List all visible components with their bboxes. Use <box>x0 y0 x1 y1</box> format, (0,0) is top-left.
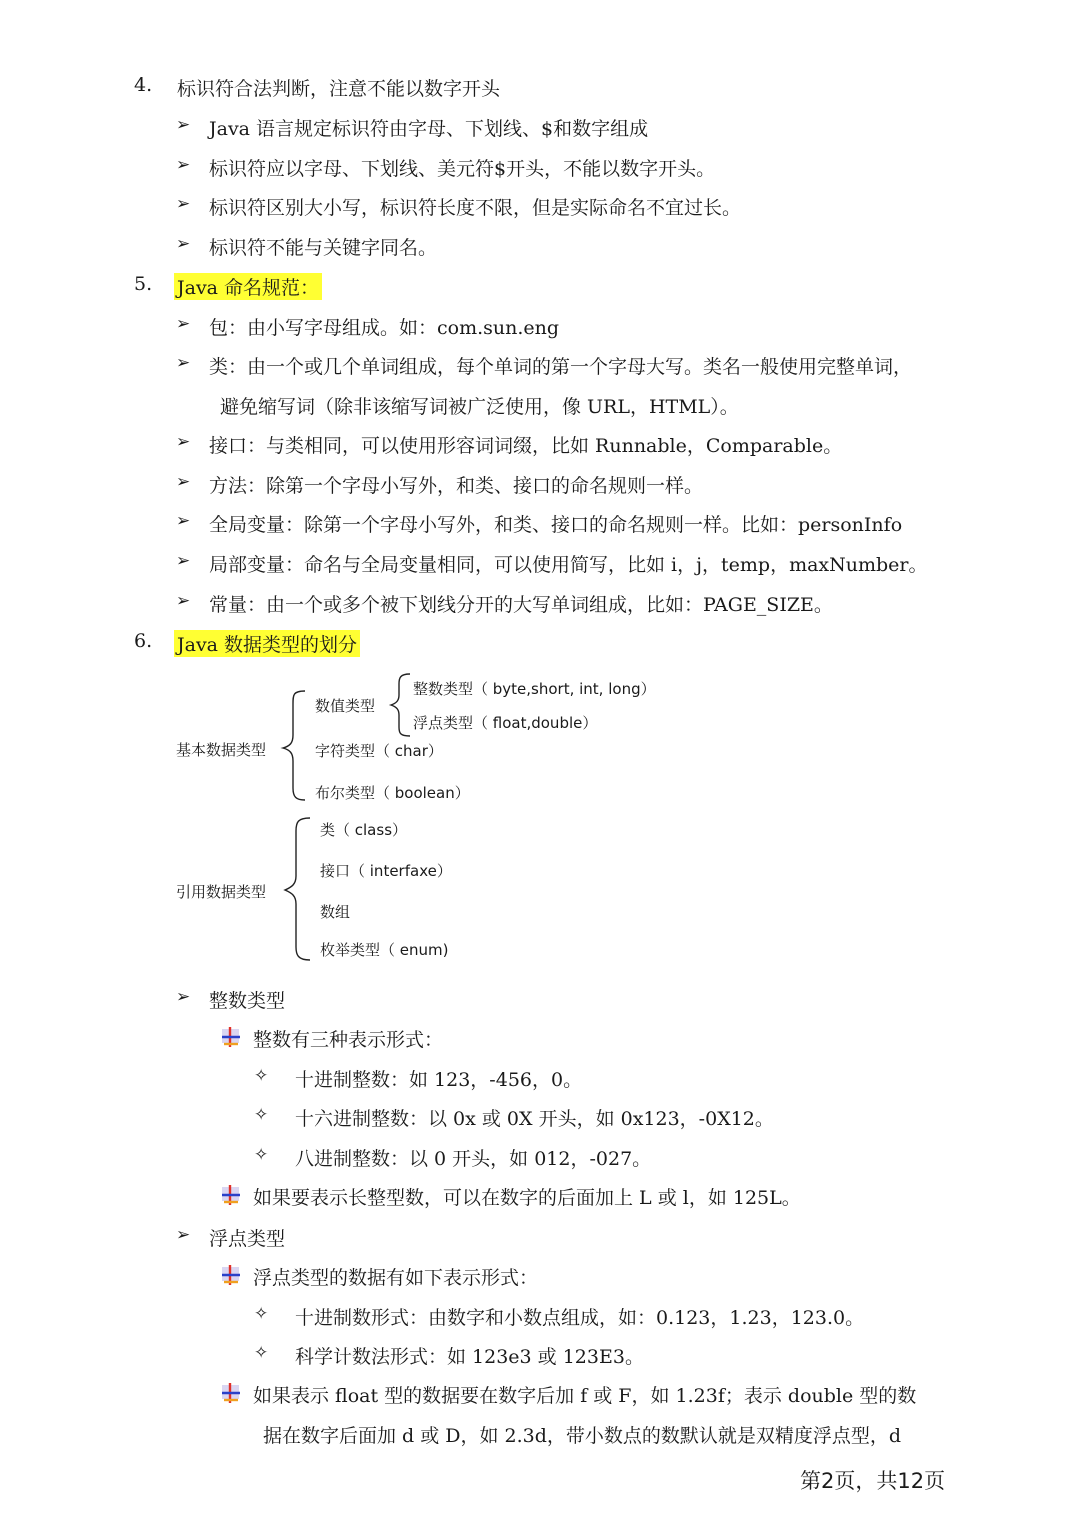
float-form-scientific: 科学计数法形式：如 123e3 或 123E3。 <box>295 1346 644 1368</box>
colored-bullet-icon <box>220 1382 242 1404</box>
arrow-bullet-icon: ➢ <box>176 432 191 452</box>
page-number-footer: 第2页，共12页 <box>800 1469 946 1493</box>
reference-data-type-label: 引用数据类型 <box>176 883 267 901</box>
arrow-bullet-icon: ➢ <box>176 591 191 611</box>
colored-bullet-icon <box>220 1264 242 1286</box>
array-type-label: 数组 <box>320 903 351 921</box>
reference-type-brace <box>285 818 310 960</box>
diamond-bullet-icon: ✧ <box>254 1304 269 1324</box>
integer-type-label: 整数类型（ byte,short, int, long） <box>413 680 656 698</box>
colored-bullet-icon <box>220 1026 242 1048</box>
arrow-bullet-icon: ➢ <box>176 551 191 571</box>
diamond-bullet-icon: ✧ <box>254 1145 269 1165</box>
integer-section-title: 整数类型 <box>209 990 286 1012</box>
float-type-label: 浮点类型（ float,double） <box>413 714 598 732</box>
class-type-label: 类（ class） <box>320 821 408 839</box>
float-note-line-1: 如果表示 float 型的数据要在数字后加 f 或 F，如 1.23f；表示 double 型的数 <box>253 1385 917 1407</box>
s5-bullet-package: 包：由小写字母组成。如：com.sun.eng <box>209 317 560 339</box>
arrow-bullet-icon: ➢ <box>176 314 191 334</box>
float-section-title: 浮点类型 <box>209 1228 286 1250</box>
section-4-title: 标识符合法判断，注意不能以数字开头 <box>177 78 501 100</box>
arrow-bullet-icon: ➢ <box>176 194 191 214</box>
arrow-bullet-icon: ➢ <box>176 987 191 1007</box>
diamond-bullet-icon: ✧ <box>254 1066 269 1086</box>
section-6-number: 6. <box>134 630 153 652</box>
s4-bullet-2: 标识符应以字母、下划线、美元符$开头，不能以数字开头。 <box>209 158 716 180</box>
s4-bullet-3: 标识符区别大小写，标识符长度不限，但是实际命名不宜过长。 <box>209 197 742 219</box>
colored-bullet-icon <box>220 1184 242 1206</box>
interface-type-label: 接口（ interfaxe） <box>320 862 452 880</box>
section-4-number: 4. <box>134 74 153 96</box>
boolean-type-label: 布尔类型（ boolean） <box>315 784 470 802</box>
numeric-type-label: 数值类型 <box>315 697 376 715</box>
arrow-bullet-icon: ➢ <box>176 234 191 254</box>
basic-type-brace <box>283 691 305 800</box>
arrow-bullet-icon: ➢ <box>176 472 191 492</box>
s4-bullet-4: 标识符不能与关键字同名。 <box>209 237 438 259</box>
integer-form-hex: 十六进制整数：以 0x 或 0X 开头，如 0x123，-0X12。 <box>295 1108 774 1130</box>
s5-bullet-global-var: 全局变量：除第一个字母小写外，和类、接口的命名规则一样。比如：personInfo <box>209 514 903 536</box>
float-note-line-2: 据在数字后面加 d 或 D，如 2.3d，带小数点的数默认就是双精度浮点型，d <box>263 1425 902 1447</box>
float-forms-title: 浮点类型的数据有如下表示形式： <box>253 1267 539 1289</box>
integer-form-decimal: 十进制整数：如 123，-456，0。 <box>295 1069 583 1091</box>
char-type-label: 字符类型（ char） <box>315 742 443 760</box>
integer-form-octal: 八进制整数：以 0 开头，如 012，-027。 <box>295 1148 652 1170</box>
section-6-title: Java 数据类型的划分 <box>174 630 360 657</box>
s5-bullet-class: 类：由一个或几个单词组成，每个单词的第一个字母大写。类名一般使用完整单词， <box>209 356 913 378</box>
arrow-bullet-icon: ➢ <box>176 353 191 373</box>
section-5-number: 5. <box>134 273 153 295</box>
diamond-bullet-icon: ✧ <box>254 1105 269 1125</box>
s5-bullet-method: 方法：除第一个字母小写外，和类、接口的命名规则一样。 <box>209 475 704 497</box>
float-form-decimal: 十进制数形式：由数字和小数点组成，如：0.123，1.23，123.0。 <box>295 1307 865 1329</box>
s5-bullet-local-var: 局部变量：命名与全局变量相同，可以使用简写，比如 i，j，temp，maxNumber。 <box>209 554 928 576</box>
long-integer-note: 如果要表示长整型数，可以在数字的后面加上 L 或 l，如 125L。 <box>253 1187 801 1209</box>
diamond-bullet-icon: ✧ <box>254 1343 269 1363</box>
s5-bullet-interface: 接口：与类相同，可以使用形容词词缀，比如 Runnable，Comparable。 <box>209 435 843 457</box>
arrow-bullet-icon: ➢ <box>176 1225 191 1245</box>
arrow-bullet-icon: ➢ <box>176 155 191 175</box>
arrow-bullet-icon: ➢ <box>176 115 191 135</box>
basic-data-type-label: 基本数据类型 <box>176 741 267 759</box>
numeric-type-brace <box>391 674 410 736</box>
section-5-title: Java 命名规范： <box>174 273 322 300</box>
s5-bullet-constant: 常量：由一个或多个被下划线分开的大写单词组成，比如：PAGE_SIZE。 <box>209 594 833 616</box>
arrow-bullet-icon: ➢ <box>176 511 191 531</box>
s5-class-continuation: 避免缩写词（除非该缩写词被广泛使用，像 URL，HTML）。 <box>220 396 739 418</box>
enum-type-label: 枚举类型（ enum) <box>320 941 449 959</box>
integer-forms-title: 整数有三种表示形式： <box>253 1029 444 1051</box>
s4-bullet-1: Java 语言规定标识符由字母、下划线、$和数字组成 <box>209 118 649 140</box>
